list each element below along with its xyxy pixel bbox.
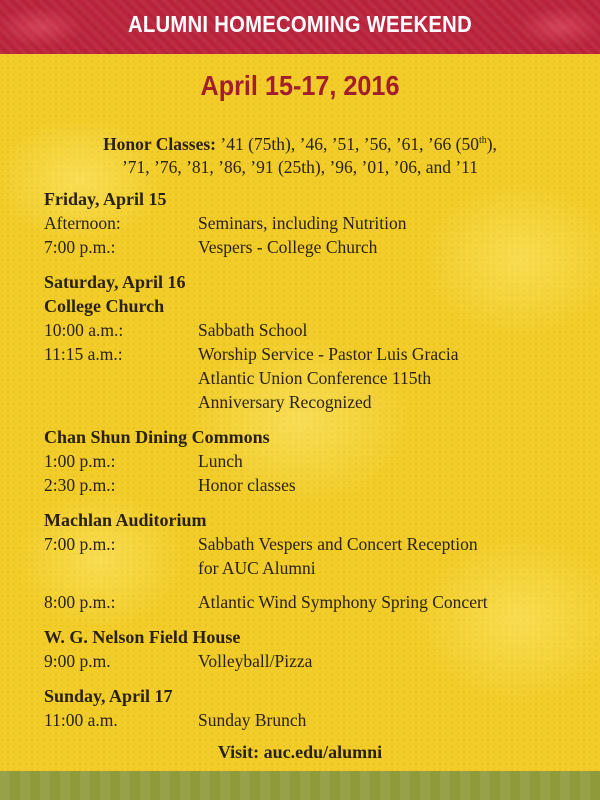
visit-link[interactable]: Visit: auc.edu/alumni	[217, 742, 383, 762]
schedule	[44, 187, 574, 743]
schedule-row: 2:30 p.m.: Honor classes	[44, 475, 296, 495]
schedule-row: 10:00 a.m.: Sabbath School	[44, 320, 308, 340]
honor-label: Honor Classes:	[103, 133, 217, 154]
saturday-heading: Saturday, April 16	[44, 272, 186, 292]
honor-classes	[30, 129, 570, 179]
nelson-heading: W. G. Nelson Field House	[44, 627, 241, 647]
schedule-row: 7:00 p.m.: Sabbath Vespers and Concert Reception	[44, 534, 478, 554]
schedule-row: 11:15 a.m.: Worship Service - Pastor Luis Gracia	[44, 344, 459, 364]
nelson-section	[44, 625, 574, 673]
schedule-row: 1:00 p.m.: Lunch	[44, 451, 243, 471]
chan-shun-section	[44, 425, 574, 497]
schedule-row: Atlantic Union Conference 115th	[198, 368, 432, 388]
machlan-heading: Machlan Auditorium	[44, 510, 207, 530]
college-church-heading: College Church	[44, 296, 165, 316]
friday-heading: Friday, April 15	[44, 189, 167, 209]
schedule-row: for AUC Alumni	[198, 558, 316, 578]
schedule-row: Anniversary Recognized	[198, 392, 372, 412]
schedule-row: 9:00 p.m. Volleyball/Pizza	[44, 651, 313, 671]
saturday-college-church-section	[44, 270, 574, 414]
schedule-row: 11:00 a.m. Sunday Brunch	[44, 710, 307, 730]
row-gap	[44, 580, 574, 590]
top-banner	[0, 0, 600, 54]
schedule-row: 7:00 p.m.: Vespers - College Church	[44, 237, 378, 257]
bottom-band	[0, 771, 600, 800]
schedule-row: 8:00 p.m.: Atlantic Wind Symphony Spring Concert	[44, 592, 488, 612]
sunday-heading: Sunday, April 17	[44, 686, 173, 706]
event-dates: April 15-17, 2016	[200, 70, 400, 101]
chan-shun-heading: Chan Shun Dining Commons	[44, 427, 270, 447]
banner-title: ALUMNI HOMECOMING WEEKEND	[128, 11, 472, 37]
machlan-section	[44, 508, 574, 614]
honor-line-2: ’71, ’76, ’81, ’86, ’91 (25th), ’96, ’01, ’06, and ’11	[121, 156, 479, 177]
honor-line-1: Honor Classes: ’41 (75th), ’46, ’51, ’56, ’61, ’66 (50th),	[103, 133, 497, 154]
schedule-row: Afternoon: Seminars, including Nutrition	[44, 213, 407, 233]
friday-section	[44, 187, 574, 259]
sunday-section	[44, 684, 574, 732]
